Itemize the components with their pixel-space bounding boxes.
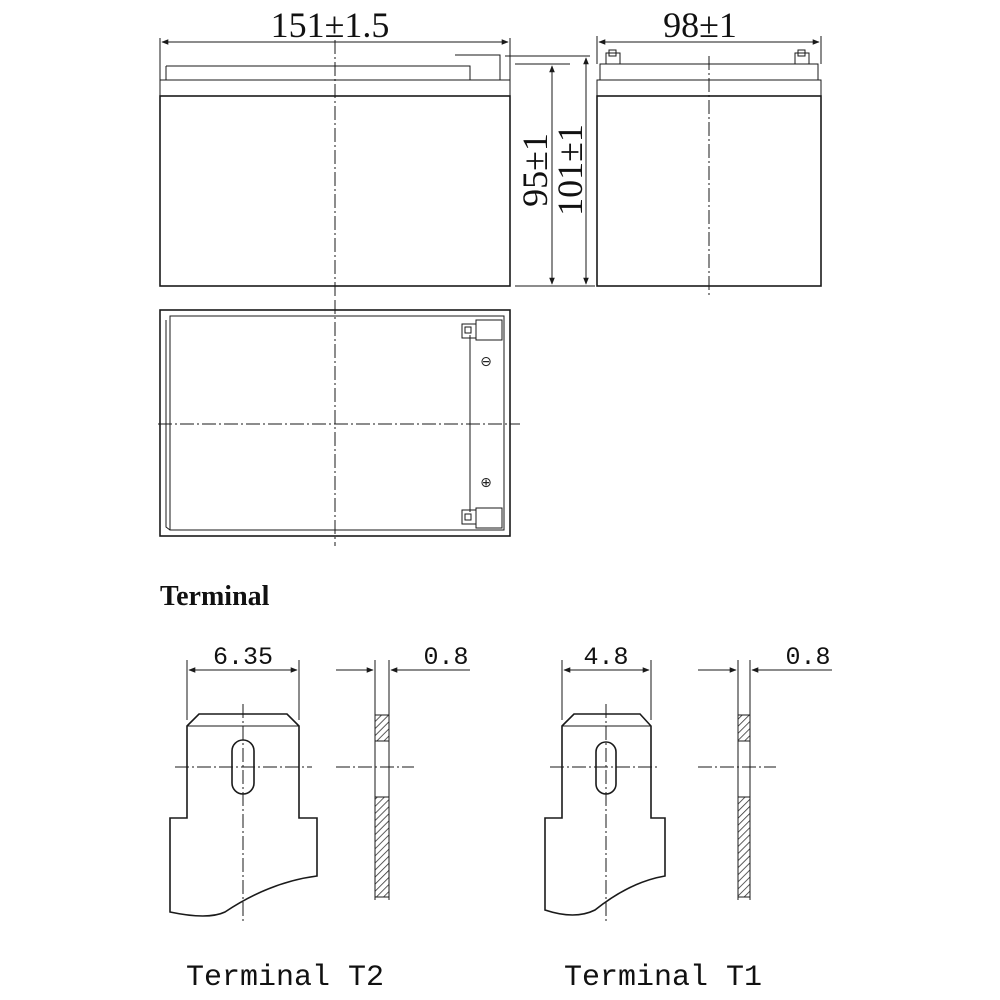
top-terminal-neg: [476, 320, 502, 340]
positive-symbol: ⊕: [480, 475, 492, 491]
top-terminal-pos-base: [462, 510, 476, 524]
side-terminal-left: [606, 53, 620, 64]
terminal-heading: Terminal: [160, 581, 270, 612]
top-terminal-neg-base: [462, 324, 476, 338]
top-terminal-neg-hole: [465, 327, 471, 333]
t1-section-top: [738, 715, 750, 741]
t2-width-label: 6.35: [212, 643, 274, 672]
height-total-label: 101±1: [550, 124, 590, 216]
terminal-t2: [170, 643, 470, 995]
front-view: [160, 5, 595, 296]
top-view: [158, 300, 520, 546]
t2-section-top: [375, 715, 389, 741]
length-dimension-label: 151±1.5: [270, 5, 390, 45]
top-inner-outline: [170, 316, 504, 530]
t2-section-bottom: [375, 797, 389, 897]
top-terminal-pos-hole: [465, 514, 471, 520]
t1-outline: [545, 714, 665, 915]
height-case-label: 95±1: [515, 133, 555, 207]
t1-thickness-label: 0.8: [785, 643, 831, 672]
terminal-t1: [545, 643, 832, 995]
width-dimension-label: 98±1: [663, 5, 737, 45]
t1-width-label: 4.8: [583, 643, 629, 672]
t1-section-bottom: [738, 797, 750, 897]
top-inner-edge: [166, 320, 170, 530]
t1-caption: Terminal T1: [563, 961, 763, 995]
top-terminal-pos: [476, 508, 502, 528]
t2-caption: Terminal T2: [185, 961, 385, 995]
front-lid-top: [166, 55, 500, 80]
negative-symbol: ⊖: [480, 354, 492, 370]
side-terminal-right: [795, 53, 809, 64]
side-view: [597, 5, 821, 296]
t2-thickness-label: 0.8: [423, 643, 469, 672]
